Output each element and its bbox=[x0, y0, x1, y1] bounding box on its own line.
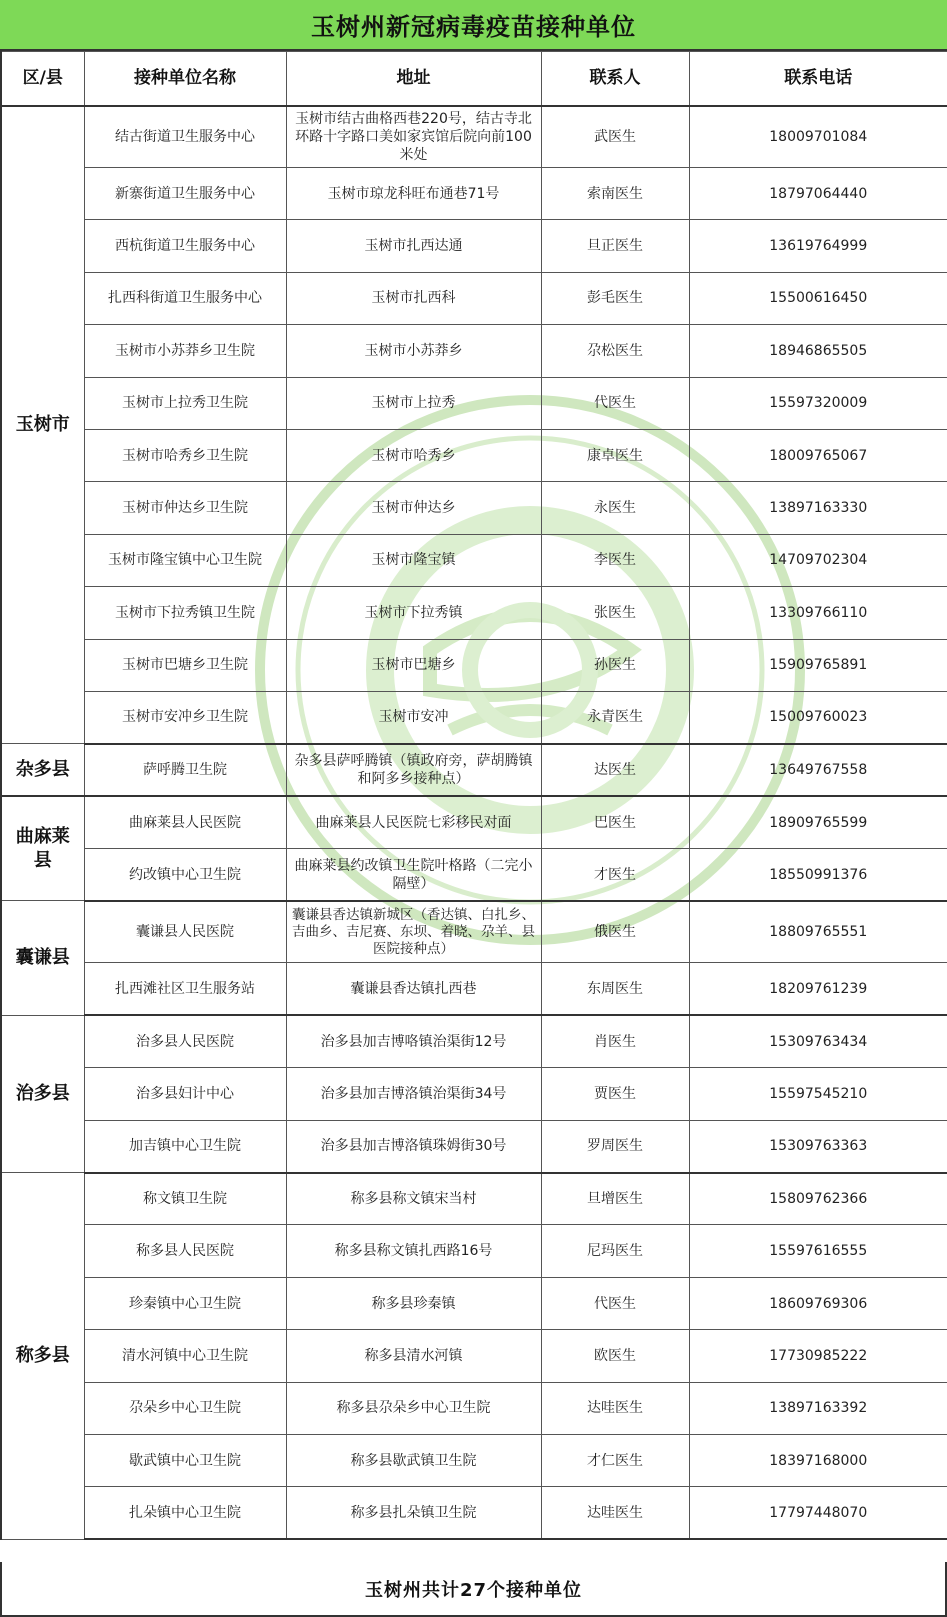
contact-cell: 贾医生 bbox=[541, 1068, 689, 1120]
phone-cell: 18550991376 bbox=[689, 849, 947, 901]
address-cell: 治多县加吉博洛镇治渠街34号 bbox=[286, 1068, 541, 1120]
address-cell: 称多县称文镇宋当村 bbox=[286, 1173, 541, 1225]
address-cell: 玉树市巴塘乡 bbox=[286, 639, 541, 691]
unit-name-cell: 萨呼腾卫生院 bbox=[84, 744, 286, 796]
table-row bbox=[1, 1225, 947, 1277]
address-cell: 称多县珍秦镇 bbox=[286, 1277, 541, 1329]
contact-cell: 达哇医生 bbox=[541, 1487, 689, 1539]
table-row bbox=[1, 534, 947, 586]
address-cell: 称多县称文镇扎西路16号 bbox=[286, 1225, 541, 1277]
unit-name-cell: 曲麻莱县人民医院 bbox=[84, 796, 286, 848]
contact-cell: 代医生 bbox=[541, 377, 689, 429]
address-cell: 囊谦县香达镇扎西巷 bbox=[286, 963, 541, 1015]
header-unit-name: 接种单位名称 bbox=[84, 52, 286, 106]
address-cell: 玉树市结古曲格西巷220号，结古寺北环路十字路口美如家宾馆后院向前100米处 bbox=[286, 106, 541, 168]
contact-cell: 李医生 bbox=[541, 534, 689, 586]
address-cell: 玉树市下拉秀镇 bbox=[286, 587, 541, 639]
phone-cell: 13309766110 bbox=[689, 587, 947, 639]
contact-cell: 达哇医生 bbox=[541, 1382, 689, 1434]
unit-name-cell: 称文镇卫生院 bbox=[84, 1173, 286, 1225]
phone-cell: 15309763363 bbox=[689, 1120, 947, 1172]
address-cell: 玉树市小苏莽乡 bbox=[286, 325, 541, 377]
unit-name-cell: 清水河镇中心卫生院 bbox=[84, 1330, 286, 1382]
unit-name-cell: 玉树市安冲乡卫生院 bbox=[84, 691, 286, 743]
address-cell: 玉树市哈秀乡 bbox=[286, 429, 541, 481]
table-row bbox=[1, 1120, 947, 1172]
vaccination-units-table bbox=[0, 51, 947, 1540]
phone-cell: 17730985222 bbox=[689, 1330, 947, 1382]
address-cell: 玉树市隆宝镇 bbox=[286, 534, 541, 586]
district-cell: 曲麻莱县 bbox=[1, 796, 84, 901]
phone-cell: 13649767558 bbox=[689, 744, 947, 796]
district-cell: 玉树市 bbox=[1, 106, 84, 744]
contact-cell: 武医生 bbox=[541, 106, 689, 168]
address-cell: 杂多县萨呼腾镇（镇政府旁，萨胡腾镇和阿多乡接种点） bbox=[286, 744, 541, 796]
table-row bbox=[1, 1068, 947, 1120]
phone-cell: 15809762366 bbox=[689, 1173, 947, 1225]
contact-cell: 尕松医生 bbox=[541, 325, 689, 377]
table-row bbox=[1, 1173, 947, 1225]
phone-cell: 18397168000 bbox=[689, 1434, 947, 1486]
table-row bbox=[1, 377, 947, 429]
table-row bbox=[1, 901, 947, 963]
unit-name-cell: 玉树市哈秀乡卫生院 bbox=[84, 429, 286, 481]
unit-name-cell: 西杭街道卫生服务中心 bbox=[84, 220, 286, 272]
contact-cell: 达医生 bbox=[541, 744, 689, 796]
table-row bbox=[1, 106, 947, 168]
header-phone: 联系电话 bbox=[689, 52, 947, 106]
contact-cell: 彭毛医生 bbox=[541, 272, 689, 324]
table-row bbox=[1, 168, 947, 220]
address-cell: 治多县加吉博洛镇珠姆街30号 bbox=[286, 1120, 541, 1172]
district-cell: 杂多县 bbox=[1, 744, 84, 796]
unit-name-cell: 结古街道卫生服务中心 bbox=[84, 106, 286, 168]
contact-cell: 欧医生 bbox=[541, 1330, 689, 1382]
phone-cell: 15909765891 bbox=[689, 639, 947, 691]
table-row bbox=[1, 325, 947, 377]
header-address: 地址 bbox=[286, 52, 541, 106]
table-row bbox=[1, 1434, 947, 1486]
phone-cell: 18209761239 bbox=[689, 963, 947, 1015]
address-cell: 玉树市安冲 bbox=[286, 691, 541, 743]
contact-cell: 旦增医生 bbox=[541, 1173, 689, 1225]
unit-name-cell: 玉树市巴塘乡卫生院 bbox=[84, 639, 286, 691]
contact-cell: 康卓医生 bbox=[541, 429, 689, 481]
address-cell: 曲麻莱县约改镇卫生院叶格路（二完小隔壁） bbox=[286, 849, 541, 901]
address-cell: 玉树市上拉秀 bbox=[286, 377, 541, 429]
table-row bbox=[1, 691, 947, 743]
unit-name-cell: 约改镇中心卫生院 bbox=[84, 849, 286, 901]
phone-cell: 18609769306 bbox=[689, 1277, 947, 1329]
phone-cell: 13897163392 bbox=[689, 1382, 947, 1434]
contact-cell: 罗周医生 bbox=[541, 1120, 689, 1172]
unit-name-cell: 玉树市小苏莽乡卫生院 bbox=[84, 325, 286, 377]
table-row bbox=[1, 639, 947, 691]
unit-name-cell: 扎朵镇中心卫生院 bbox=[84, 1487, 286, 1539]
phone-cell: 18909765599 bbox=[689, 796, 947, 848]
contact-cell: 永医生 bbox=[541, 482, 689, 534]
header-contact: 联系人 bbox=[541, 52, 689, 106]
contact-cell: 尼玛医生 bbox=[541, 1225, 689, 1277]
address-cell: 称多县扎朵镇卫生院 bbox=[286, 1487, 541, 1539]
unit-name-cell: 尕朵乡中心卫生院 bbox=[84, 1382, 286, 1434]
phone-cell: 18946865505 bbox=[689, 325, 947, 377]
phone-cell: 15597616555 bbox=[689, 1225, 947, 1277]
unit-name-cell: 加吉镇中心卫生院 bbox=[84, 1120, 286, 1172]
phone-cell: 15009760023 bbox=[689, 691, 947, 743]
phone-cell: 13619764999 bbox=[689, 220, 947, 272]
phone-cell: 17797448070 bbox=[689, 1487, 947, 1539]
address-cell: 玉树市仲达乡 bbox=[286, 482, 541, 534]
unit-name-cell: 玉树市上拉秀卫生院 bbox=[84, 377, 286, 429]
address-cell: 称多县歇武镇卫生院 bbox=[286, 1434, 541, 1486]
unit-name-cell: 称多县人民医院 bbox=[84, 1225, 286, 1277]
unit-name-cell: 扎西科街道卫生服务中心 bbox=[84, 272, 286, 324]
table-row bbox=[1, 220, 947, 272]
contact-cell: 代医生 bbox=[541, 1277, 689, 1329]
table-row bbox=[1, 482, 947, 534]
contact-cell: 孙医生 bbox=[541, 639, 689, 691]
phone-cell: 18009701084 bbox=[689, 106, 947, 168]
phone-cell: 15309763434 bbox=[689, 1015, 947, 1067]
address-cell: 玉树市琼龙科旺布通巷71号 bbox=[286, 168, 541, 220]
page-title: 玉树州新冠病毒疫苗接种单位 bbox=[311, 13, 636, 41]
table-row bbox=[1, 1277, 947, 1329]
contact-cell: 肖医生 bbox=[541, 1015, 689, 1067]
table-row bbox=[1, 1015, 947, 1067]
district-cell: 治多县 bbox=[1, 1015, 84, 1172]
address-cell: 玉树市扎西达通 bbox=[286, 220, 541, 272]
table-row bbox=[1, 1382, 947, 1434]
unit-name-cell: 治多县人民医院 bbox=[84, 1015, 286, 1067]
unit-name-cell: 玉树市隆宝镇中心卫生院 bbox=[84, 534, 286, 586]
unit-name-cell: 歇武镇中心卫生院 bbox=[84, 1434, 286, 1486]
footer-total-text: 玉树州共计27个接种单位 bbox=[364, 1579, 583, 1601]
phone-cell: 18797064440 bbox=[689, 168, 947, 220]
phone-cell: 14709702304 bbox=[689, 534, 947, 586]
contact-cell: 索南医生 bbox=[541, 168, 689, 220]
unit-name-cell: 珍秦镇中心卫生院 bbox=[84, 1277, 286, 1329]
phone-cell: 15597320009 bbox=[689, 377, 947, 429]
address-cell: 称多县尕朵乡中心卫生院 bbox=[286, 1382, 541, 1434]
unit-name-cell: 玉树市下拉秀镇卫生院 bbox=[84, 587, 286, 639]
contact-cell: 旦正医生 bbox=[541, 220, 689, 272]
table-row bbox=[1, 272, 947, 324]
title-bar bbox=[0, 0, 947, 51]
unit-name-cell: 治多县妇计中心 bbox=[84, 1068, 286, 1120]
table-row bbox=[1, 796, 947, 848]
phone-cell: 18809765551 bbox=[689, 901, 947, 963]
table-header-row bbox=[1, 52, 947, 106]
footer-summary bbox=[0, 1562, 947, 1617]
contact-cell: 巴医生 bbox=[541, 796, 689, 848]
address-cell: 曲麻莱县人民医院七彩移民对面 bbox=[286, 796, 541, 848]
phone-cell: 15500616450 bbox=[689, 272, 947, 324]
address-cell: 治多县加吉博咯镇治渠街12号 bbox=[286, 1015, 541, 1067]
district-cell: 称多县 bbox=[1, 1173, 84, 1540]
table-row bbox=[1, 587, 947, 639]
unit-name-cell: 新寨街道卫生服务中心 bbox=[84, 168, 286, 220]
table-row bbox=[1, 429, 947, 481]
address-cell: 玉树市扎西科 bbox=[286, 272, 541, 324]
table-row bbox=[1, 1487, 947, 1539]
table-row bbox=[1, 1330, 947, 1382]
unit-name-cell: 囊谦县人民医院 bbox=[84, 901, 286, 963]
address-cell: 称多县清水河镇 bbox=[286, 1330, 541, 1382]
district-cell: 囊谦县 bbox=[1, 901, 84, 1015]
contact-cell: 俄医生 bbox=[541, 901, 689, 963]
contact-cell: 永青医生 bbox=[541, 691, 689, 743]
contact-cell: 张医生 bbox=[541, 587, 689, 639]
address-cell: 囊谦县香达镇新城区（香达镇、白扎乡、吉曲乡、吉尼赛、东坝、着晓、尕羊、县医院接种点） bbox=[286, 901, 541, 963]
contact-cell: 东周医生 bbox=[541, 963, 689, 1015]
contact-cell: 才仁医生 bbox=[541, 1434, 689, 1486]
table-row bbox=[1, 744, 947, 796]
table-row bbox=[1, 849, 947, 901]
unit-name-cell: 扎西滩社区卫生服务站 bbox=[84, 963, 286, 1015]
phone-cell: 15597545210 bbox=[689, 1068, 947, 1120]
phone-cell: 13897163330 bbox=[689, 482, 947, 534]
contact-cell: 才医生 bbox=[541, 849, 689, 901]
unit-name-cell: 玉树市仲达乡卫生院 bbox=[84, 482, 286, 534]
table-row bbox=[1, 963, 947, 1015]
phone-cell: 18009765067 bbox=[689, 429, 947, 481]
header-district: 区/县 bbox=[1, 52, 84, 106]
